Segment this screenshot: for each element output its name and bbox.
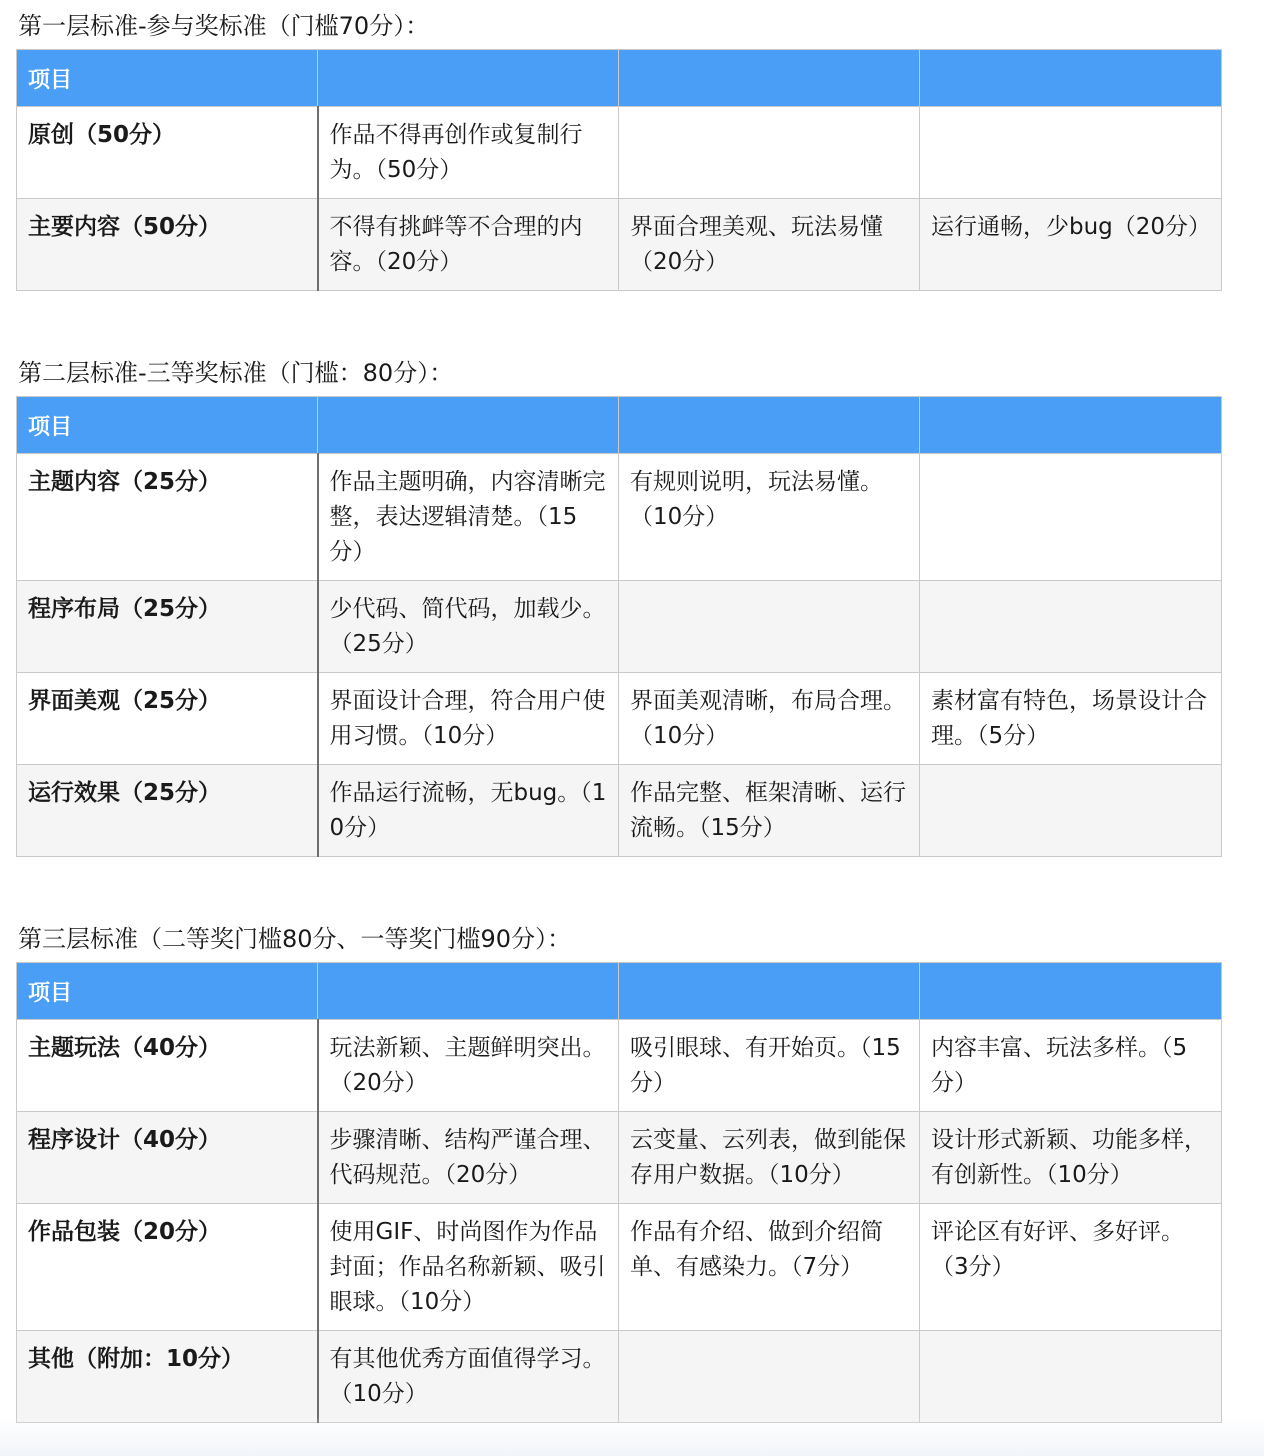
table-cell: 评论区有好评、多好评。（3分）: [920, 1204, 1222, 1331]
row-item: 其他（附加：10分）: [17, 1331, 318, 1423]
table-cell: [920, 107, 1222, 199]
header-item: 项目: [17, 397, 318, 454]
table-header-row: [17, 963, 1222, 1020]
table-cell: 使用GIF、时尚图作为作品封面；作品名称新颖、吸引眼球。（10分）: [318, 1204, 619, 1331]
header-item: 项目: [17, 50, 318, 107]
row-item: 作品包装（20分）: [17, 1204, 318, 1331]
table-cell: 设计形式新颖、功能多样，有创新性。（10分）: [920, 1112, 1222, 1204]
table-cell: 玩法新颖、主题鲜明突出。（20分）: [318, 1020, 619, 1112]
table-cell: 作品完整、框架清晰、运行流畅。（15分）: [619, 765, 920, 857]
table-cell: [619, 1331, 920, 1423]
table-row: [17, 1020, 1222, 1112]
table-cell: 不得有挑衅等不合理的内容。（20分）: [318, 199, 619, 291]
table-cell: 运行通畅，少bug（20分）: [920, 199, 1222, 291]
table-cell: 云变量、云列表，做到能保存用户数据。（10分）: [619, 1112, 920, 1204]
table-header-row: [17, 50, 1222, 107]
row-item: 主题内容（25分）: [17, 454, 318, 581]
table-cell: 步骤清晰、结构严谨合理、代码规范。（20分）: [318, 1112, 619, 1204]
table-cell: [619, 107, 920, 199]
header-cell: [619, 50, 920, 107]
table-cell: 素材富有特色，场景设计合理。（5分）: [920, 673, 1222, 765]
table-row: [17, 1204, 1222, 1331]
section-3-table: [16, 962, 1222, 1423]
header-cell: [318, 50, 619, 107]
table-row: [17, 454, 1222, 581]
table-cell: 有规则说明，玩法易懂。（10分）: [619, 454, 920, 581]
table-cell: 界面合理美观、玩法易懂（20分）: [619, 199, 920, 291]
section-3-title: 第三层标准（二等奖门槛80分、一等奖门槛90分）：: [18, 925, 572, 953]
table-cell: 有其他优秀方面值得学习。（10分）: [318, 1331, 619, 1423]
table-cell: [920, 581, 1222, 673]
section-2-table: [16, 396, 1222, 857]
table-row: [17, 673, 1222, 765]
header-item: 项目: [17, 963, 318, 1020]
row-item: 程序布局（25分）: [17, 581, 318, 673]
table-cell: 内容丰富、玩法多样。（5分）: [920, 1020, 1222, 1112]
table-cell: [619, 581, 920, 673]
header-cell: [619, 397, 920, 454]
table-cell: 少代码、简代码，加载少。（25分）: [318, 581, 619, 673]
row-item: 原创（50分）: [17, 107, 318, 199]
table-row: [17, 1112, 1222, 1204]
table-cell: 作品运行流畅，无bug。（10分）: [318, 765, 619, 857]
table-cell: 作品主题明确，内容清晰完整，表达逻辑清楚。（15分）: [318, 454, 619, 581]
table-row: [17, 199, 1222, 291]
header-cell: [920, 50, 1222, 107]
table-row: [17, 107, 1222, 199]
table-cell: [920, 765, 1222, 857]
row-item: 主要内容（50分）: [17, 199, 318, 291]
table-row: [17, 1331, 1222, 1423]
table-cell: [920, 454, 1222, 581]
header-cell: [318, 963, 619, 1020]
header-cell: [920, 397, 1222, 454]
row-item: 主题玩法（40分）: [17, 1020, 318, 1112]
row-item: 界面美观（25分）: [17, 673, 318, 765]
table-cell: 吸引眼球、有开始页。（15分）: [619, 1020, 920, 1112]
table-header-row: [17, 397, 1222, 454]
header-cell: [920, 963, 1222, 1020]
section-1-table: [16, 49, 1222, 291]
bottom-fade: [0, 1416, 1264, 1456]
table-cell: 作品有介绍、做到介绍简单、有感染力。（7分）: [619, 1204, 920, 1331]
table-row: [17, 581, 1222, 673]
table-cell: 界面设计合理，符合用户使用习惯。（10分）: [318, 673, 619, 765]
table-cell: 界面美观清晰，布局合理。（10分）: [619, 673, 920, 765]
header-cell: [619, 963, 920, 1020]
table-cell: 作品不得再创作或复制行为。（50分）: [318, 107, 619, 199]
table-row: [17, 765, 1222, 857]
row-item: 程序设计（40分）: [17, 1112, 318, 1204]
row-item: 运行效果（25分）: [17, 765, 318, 857]
header-cell: [318, 397, 619, 454]
table-cell: [920, 1331, 1222, 1423]
section-2-title: 第二层标准-三等奖标准（门槛：80分）：: [18, 359, 454, 387]
section-1-title: 第一层标准-参与奖标准（门槛70分）：: [18, 12, 430, 40]
